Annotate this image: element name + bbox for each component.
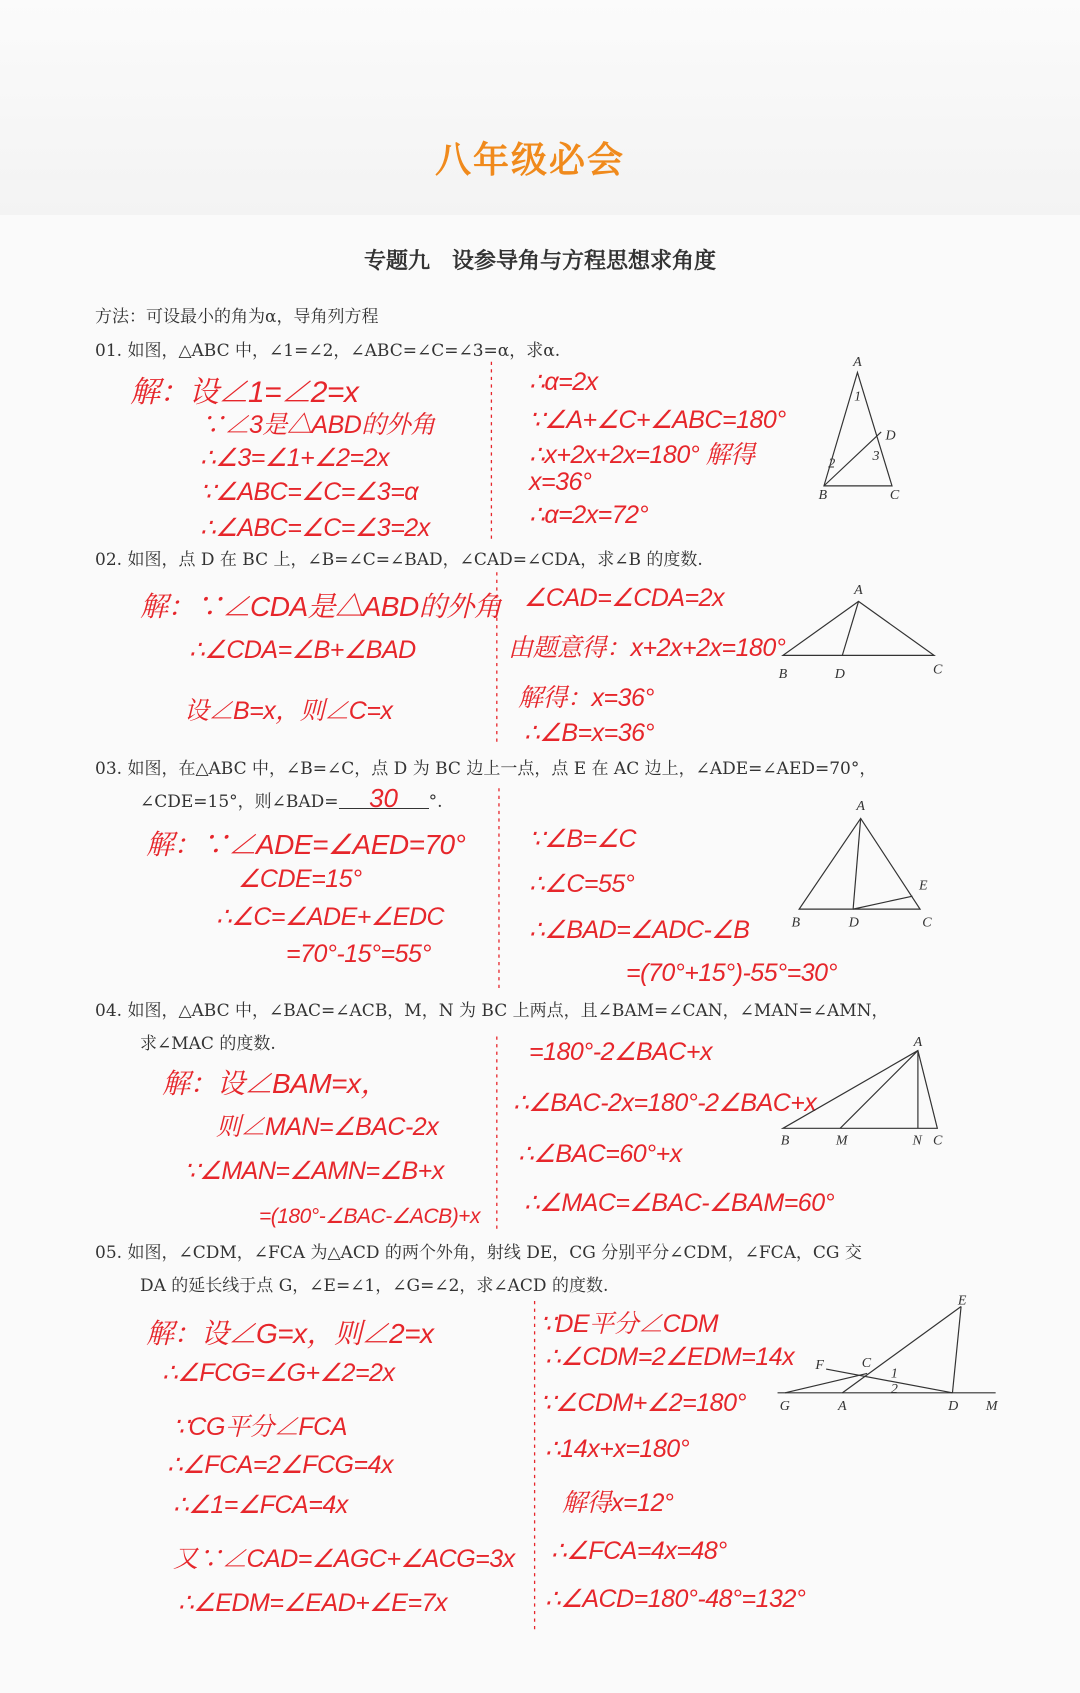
solution-line: ∴α=2x: [529, 368, 598, 396]
column-dividers: [491, 362, 534, 1631]
question-text: 如图，点 D 在 BC 上，∠B=∠C=∠BAD，∠CAD=∠CDA，求∠B 的度数.: [127, 550, 703, 570]
solution-line: ∠CDE=15°: [238, 865, 362, 893]
solution-line: ∴∠EDM=∠EAD+∠E=7x: [178, 1589, 447, 1617]
label-G: G: [779, 1398, 790, 1415]
solution-line: 由题意得：x+2x+2x=180°: [508, 634, 786, 662]
solution-line: ∴∠CDA=∠B+∠BAD: [189, 636, 416, 664]
solution-line: ∵DE平分∠CDM: [540, 1310, 719, 1338]
solution-line: ∴∠ABC=∠C=∠3=2x: [200, 514, 430, 542]
figure-element: [826, 1369, 952, 1393]
topic-title: 专题九 设参导角与方程思想求角度: [363, 248, 716, 274]
figure-element: [783, 601, 934, 655]
solution-line: ∵∠MAN=∠AMN=∠B+x: [184, 1157, 444, 1185]
label-C: C: [861, 1354, 872, 1371]
solution-line: ∴∠3=∠1+∠2=2x: [200, 444, 390, 472]
solution-line: ∴∠FCA=2∠FCG=4x: [167, 1451, 394, 1479]
solution-line: ∴α=2x=72°: [529, 501, 649, 529]
label-A: A: [838, 1398, 847, 1415]
question-number: 02.: [95, 550, 123, 570]
label-N: N: [912, 1132, 922, 1149]
label-D: D: [834, 666, 845, 683]
solution-line: ∴∠FCG=∠G+∠2=2x: [162, 1359, 395, 1387]
solution-line: ∴x+2x+2x=180° 解得x=36°: [529, 441, 755, 496]
figure-element: [952, 1306, 961, 1392]
solution-line: ∴∠1=∠FCA=4x: [173, 1491, 348, 1519]
figure-element: [783, 1051, 937, 1129]
label-B: B: [778, 666, 788, 683]
solution-line: ∴∠C=55°: [529, 870, 635, 898]
label-D: D: [948, 1398, 959, 1415]
figure-q3: [799, 818, 920, 909]
solution-line: =70°-15°=55°: [286, 940, 431, 968]
figure-element: [842, 1306, 961, 1392]
label-E: E: [957, 1292, 967, 1309]
solution-line: ∵∠CDM+∠2=180°: [540, 1389, 746, 1417]
question-text: 如图，∠CDM，∠FCA 为△ACD 的两个外角，射线 DE，CG 分别平分∠CDM，∠FCA，CG 交: [127, 1243, 862, 1263]
figure-element: [779, 354, 999, 1414]
figure-element: [853, 818, 861, 909]
question-number: 05.: [95, 1243, 123, 1263]
solution-line: =(70°+15°)-55°=30°: [626, 959, 837, 987]
label-A: A: [853, 354, 862, 371]
figure-element: [842, 601, 858, 655]
label-M: M: [985, 1398, 998, 1415]
question-text: 如图，△ABC 中，∠BAC=∠ACB，M，N 为 BC 上两点，且∠BAM=∠CAN，∠MAN=∠AMN，: [127, 1001, 889, 1021]
label-1: 1: [854, 388, 862, 405]
solution-line: 解得：x=36°: [518, 684, 654, 712]
solution-line: 解：设∠G=x，则∠2=x: [146, 1318, 434, 1349]
solution-line: =(180°-∠BAC-∠ACB)+x: [259, 1205, 480, 1228]
solution-line: ∴∠CDM=2∠EDM=14x: [545, 1343, 795, 1371]
solution-line: 解：∵∠ADE=∠AED=70°: [146, 829, 466, 860]
solution-line: 又∵∠CAD=∠AGC+∠ACG=3x: [173, 1545, 515, 1573]
header-title: 八年级必会: [434, 140, 625, 181]
solution-line: 解：∵∠CDA是△ABD的外角: [140, 591, 502, 622]
label-A: A: [854, 581, 863, 598]
label-E: E: [918, 877, 928, 894]
label-B: B: [780, 1132, 790, 1149]
label-A: A: [913, 1034, 923, 1051]
solution-line: =180°-2∠BAC+x: [529, 1038, 712, 1066]
label-2: 2: [890, 1380, 898, 1397]
figure-q4: [783, 1051, 937, 1129]
solution-line: ∵∠3是△ABD的外角: [200, 411, 435, 439]
question-text: ∠CDE=15°，则∠BAD=: [140, 792, 339, 812]
solution-line: ∴∠FCA=4x=48°: [551, 1537, 727, 1565]
label-F: F: [815, 1357, 824, 1374]
label-B: B: [791, 914, 801, 931]
label-C: C: [933, 661, 943, 678]
solution-line: ∵CG平分∠FCA: [173, 1413, 347, 1441]
label-3: 3: [872, 447, 880, 464]
solution-line: ∴∠B=x=36°: [524, 719, 654, 747]
figure-q5: [778, 1306, 996, 1392]
solution-line: ∴14x+x=180°: [545, 1435, 690, 1463]
label-D: D: [848, 914, 859, 931]
method-text: 方法：可设最小的角为α，导角列方程: [95, 307, 379, 327]
answer-blank: 30: [339, 788, 429, 809]
solution-line: ∴∠BAC=60°+x: [518, 1140, 682, 1168]
question-number: 01.: [95, 341, 123, 361]
solution-line: 解得x=12°: [562, 1489, 674, 1517]
question-text: 如图，△ABC 中，∠1=∠2，∠ABC=∠C=∠3=α，求α.: [127, 341, 561, 361]
solution-line: ∴∠MAC=∠BAC-∠BAM=60°: [524, 1189, 835, 1217]
label-C: C: [889, 486, 900, 503]
label-C: C: [922, 914, 932, 931]
question-text: °.: [428, 792, 443, 812]
label-M: M: [835, 1132, 848, 1149]
solution-line: 解：设∠1=∠2=x: [130, 376, 359, 409]
figure-element: [780, 1292, 999, 1414]
solution-line: 则∠MAN=∠BAC-2x: [216, 1113, 439, 1141]
solution-line: ∴∠C=∠ADE+∠EDC: [216, 903, 445, 931]
label-B: B: [818, 486, 828, 503]
solution-line: ∴∠BAC-2x=180°-2∠BAC+x: [513, 1089, 817, 1117]
figure-element: [778, 373, 996, 1393]
question-number: 03.: [95, 759, 123, 779]
label-A: A: [856, 797, 865, 814]
solution-line: 解：设∠BAM=x，: [162, 1068, 389, 1099]
solution-line: 设∠B=x，则∠C=x: [184, 697, 393, 725]
question-5-line2: DA 的延长线于点 G，∠E=∠1，∠G=∠2，求∠ACD 的度数.: [140, 1276, 609, 1296]
label-2: 2: [828, 455, 836, 472]
question-number: 04.: [95, 1001, 123, 1021]
question-4-line2: 求∠MAC 的度数.: [140, 1034, 276, 1054]
label-1: 1: [890, 1365, 898, 1382]
solution-line: ∠CAD=∠CDA=2x: [524, 584, 724, 612]
solution-line: ∵∠ABC=∠C=∠3=α: [200, 478, 419, 506]
solution-line: ∵∠A+∠C+∠ABC=180°: [529, 406, 786, 434]
figure-q2: [783, 601, 934, 655]
solution-line: ∴∠ACD=180°-48°=132°: [545, 1585, 806, 1613]
solution-line: ∵∠B=∠C: [529, 825, 637, 853]
solution-line: ∴∠BAD=∠ADC-∠B: [529, 916, 750, 944]
label-C: C: [933, 1132, 943, 1149]
figure-element: [840, 1051, 918, 1129]
label-D: D: [885, 427, 896, 444]
figure-element: [853, 896, 912, 909]
question-text: 如图，在△ABC 中，∠B=∠C，点 D 为 BC 边上一点，点 E 在 AC 边上，∠ADE=∠AED=70°，: [127, 759, 877, 779]
